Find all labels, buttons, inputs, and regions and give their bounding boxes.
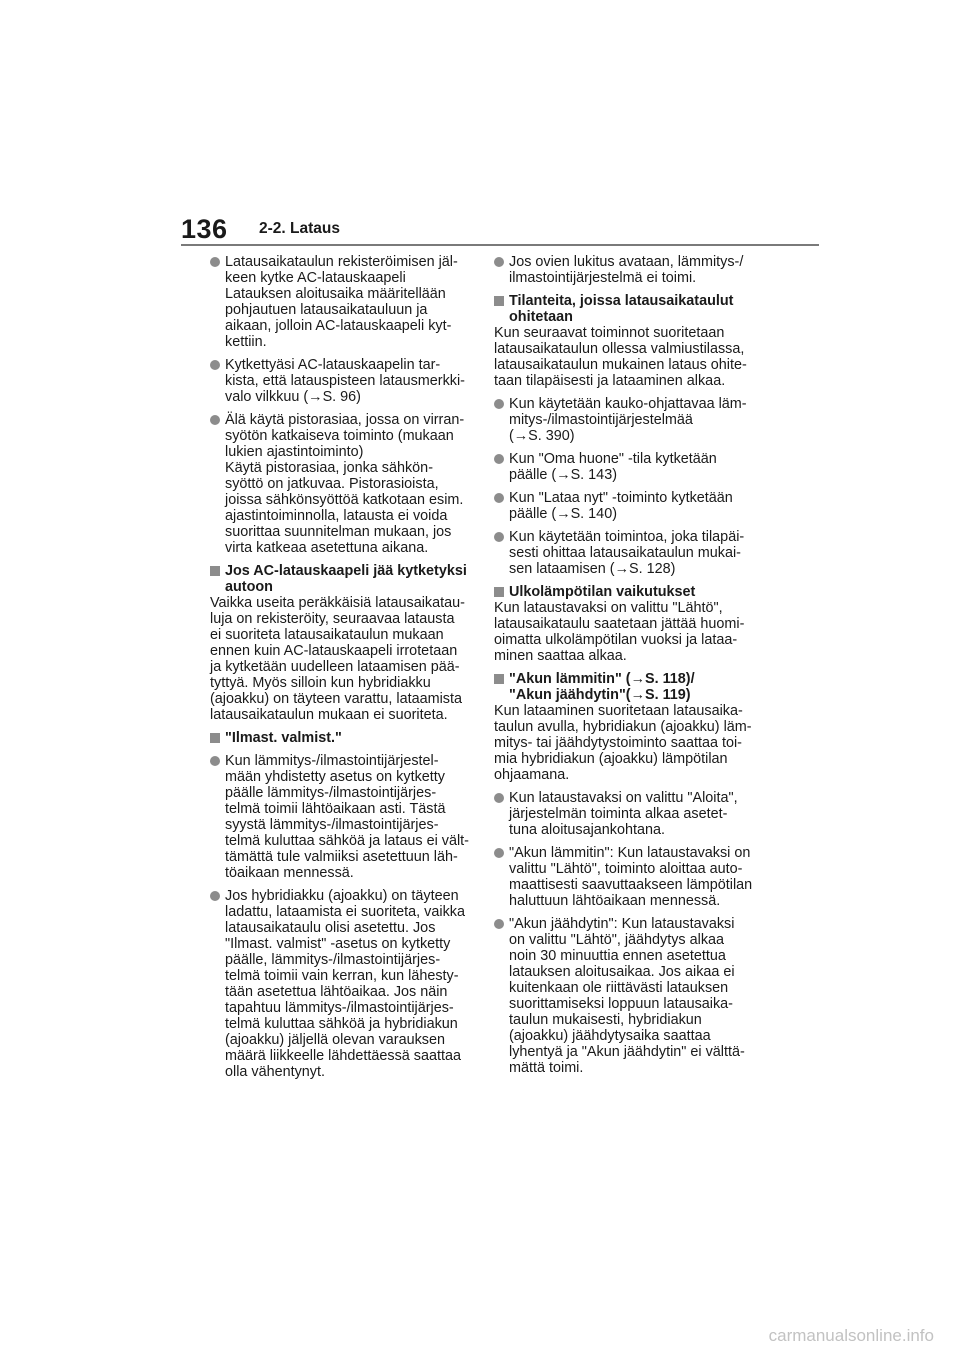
bullet-item xyxy=(210,254,470,350)
subsection-heading: "Akun lämmitin" (→S. 118)/ "Akun jäähdytin"(→S. 119) xyxy=(494,671,754,703)
bullet-text: Kun lämmitys-/ilmastointijärjestel- mään yhdistetty asetus on kytketty päälle lämmitys-/ilmastointijärjes- telmä toimii lähtöaikaan asti. Tästä syystä lämmitys-/ilmastointijärjes- telmä kuluttaa sähköä ja lataus ei vält- tämättä tule valmiiksi asetettuun läh- töaikaan mennessä. xyxy=(210,753,470,881)
paragraph: Vaikka useita peräkkäisiä latausaikatau- luja on rekisteröity, seuraavaa latausta ei suoriteta latausaikataulun mukaan ennen kuin AC-latauskaapeli irrotetaan ja kytketään uudelleen lataamisen pää- tyttyä. Myös silloin kun hybridiakku (ajoakku) on täyteen varattu, lataamista latausaikataulun mukaan ei suoriteta. xyxy=(210,595,465,723)
bullet-item xyxy=(494,790,754,838)
left-column xyxy=(210,254,470,1087)
bullet-text: Kun käytetään toimintoa, joka tilapäi- sesti ohittaa latausaikataulun mukai- sen lataamisen (→S. 128) xyxy=(494,529,754,577)
bullet-text: Latausaikataulun rekisteröimisen jäl- keen kytke AC-latauskaapeli Latauksen aloitusaika määritellään pohjautuen latausaikatauluun ja aikaan, jolloin AC-latauskaapeli kyt- kettiin. xyxy=(210,254,470,350)
paragraph: Kun lataaminen suoritetaan latausaika- taulun avulla, hybridiakun (ajoakku) läm- mitys- tai jäähdytystoiminto saattaa toi- mia hybridiakun (ajoakku) lämpötilan ohjaamana. xyxy=(494,703,752,783)
subsection-heading: Jos AC-latauskaapeli jää kytketyksi autoon xyxy=(210,563,470,595)
bullet-item xyxy=(494,396,754,444)
bullet-item xyxy=(494,916,754,1076)
paragraph: Kun seuraavat toiminnot suoritetaan latausaikataulun ollessa valmiustilassa, latausaikataulun mukainen lataus ohite- taan tilapäisesti ja lataaminen alkaa. xyxy=(494,325,747,389)
bullet-text: Kytkettyäsi AC-latauskaapelin tar- kista, että latauspisteen latausmerkki- valo vilkkuu (→S. 96) xyxy=(210,357,470,405)
right-column xyxy=(494,254,754,1083)
bullet-item xyxy=(210,888,470,1080)
paragraph: Kun lataustavaksi on valittu "Lähtö", latausaikataulu saatetaan jättää huomi- oimatta ulkolämpötilan vuoksi ja lataa- minen saattaa alkaa. xyxy=(494,600,745,664)
section-title: 2-2. Lataus xyxy=(259,220,340,237)
bullet-item xyxy=(494,451,754,483)
page-number: 136 xyxy=(181,214,228,244)
header-divider xyxy=(181,244,819,246)
subsection-heading: "Ilmast. valmist." xyxy=(210,730,470,746)
subsection-heading: Ulkolämpötilan vaikutukset xyxy=(494,584,754,600)
bullet-item xyxy=(494,254,754,286)
bullet-item xyxy=(210,412,470,556)
bullet-text: Jos ovien lukitus avataan, lämmitys-/ ilmastointijärjestelmä ei toimi. xyxy=(494,254,754,286)
bullet-text: Jos hybridiakku (ajoakku) on täyteen ladattu, lataamista ei suoriteta, vaikka latausaikataulu olisi asetettu. Jos "Ilmast. valmist" -asetus on kytketty päälle, lämmitys-/ilmastointijärjes- telmä toimii vain kerran, kun lähesty- tään asetettua lähtöaikaa. Jos näin tapahtuu lämmitys-/ilmastointijärjes- telmä kuluttaa sähköä ja hybridiakun (ajoakku) jäljellä olevan varauksen määrä liikkeelle lähdettäessä saattaa olla vähentynyt. xyxy=(210,888,470,1080)
bullet-item xyxy=(210,357,470,405)
bullet-text: Kun "Oma huone" -tila kytketään päälle (→S. 143) xyxy=(494,451,754,483)
watermark: carmanualsonline.info xyxy=(768,1326,934,1345)
bullet-text: "Akun lämmitin": Kun lataustavaksi on valittu "Lähtö", toiminto aloittaa auto- maattisesti saavuttaakseen lämpötilan haluttuun lähtöaikaan mennessä. xyxy=(494,845,754,909)
bullet-text: Kun käytetään kauko-ohjattavaa läm- mitys-/ilmastointijärjestelmää (→S. 390) xyxy=(494,396,754,444)
bullet-item xyxy=(494,490,754,522)
bullet-item xyxy=(210,753,470,881)
bullet-item xyxy=(494,529,754,577)
subsection-heading: Tilanteita, joissa latausaikataulut ohitetaan xyxy=(494,293,754,325)
bullet-text: Kun lataustavaksi on valittu "Aloita", järjestelmän toiminta alkaa asetet- tuna aloitusajankohtana. xyxy=(494,790,754,838)
bullet-text: Älä käytä pistorasiaa, jossa on virran- syötön katkaiseva toiminto (mukaan lukien ajastintoiminto) Käytä pistorasiaa, jonka sähkön- syöttö on jatkuvaa. Pistorasioista, joissa sähkönsyöttöä katkotaan esim. ajastintoiminnolla, latausta ei voida suorittaa suunnitelman mukaan, jos virta katkeaa asetettuna aikana. xyxy=(210,412,470,556)
bullet-text: "Akun jäähdytin": Kun lataustavaksi on valittu "Lähtö", jäähdytys alkaa noin 30 minuuttia ennen asetettua latauksen aloitusaikaa. Jos aikaa ei kuitenkaan ole riittävästi latauksen suorittamiseksi loppuun latausaika- taulun mukaisesti, hybridiakun (ajoakku) jäähdytysaika saattaa lyhentyä ja "Akun jäähdytin" ei välttä- mättä toimi. xyxy=(494,916,754,1076)
bullet-text: Kun "Lataa nyt" -toiminto kytketään päälle (→S. 140) xyxy=(494,490,754,522)
bullet-item xyxy=(494,845,754,909)
